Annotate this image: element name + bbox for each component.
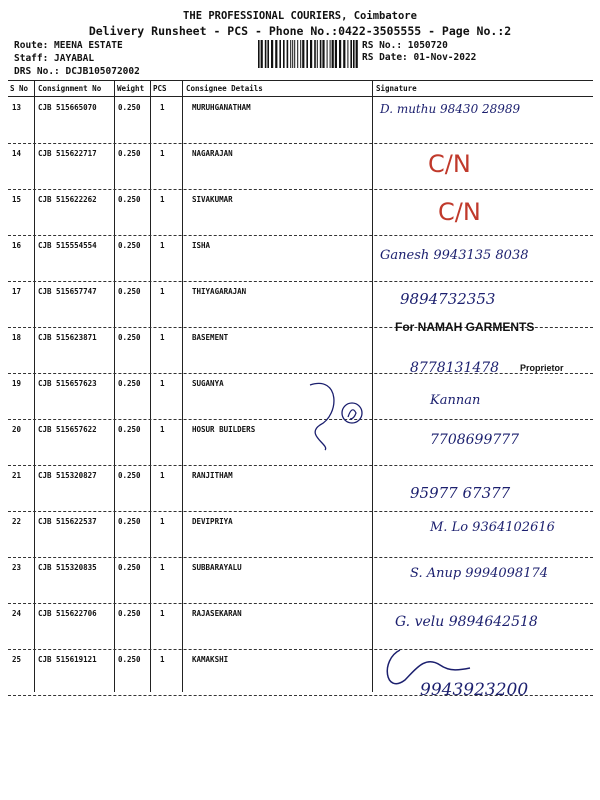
- row-sno: 17: [12, 287, 22, 296]
- table-header-border: [8, 96, 593, 97]
- row-consignee: SIVAKUMAR: [192, 195, 233, 204]
- row-pcs: 1: [160, 425, 165, 434]
- row-divider: [8, 189, 593, 190]
- row-consignment-no: CJB 515320835: [38, 563, 97, 572]
- row-weight: 0.250: [118, 425, 141, 434]
- signature-row-15: C/N: [438, 198, 481, 226]
- row-pcs: 1: [160, 195, 165, 204]
- row-pcs: 1: [160, 471, 165, 480]
- row-weight: 0.250: [118, 241, 141, 250]
- row-sno: 23: [12, 563, 22, 572]
- row-consignee: BASEMENT: [192, 333, 229, 342]
- row-pcs: 1: [160, 241, 165, 250]
- row-sno: 25: [12, 655, 22, 664]
- row-weight: 0.250: [118, 149, 141, 158]
- row-pcs: 1: [160, 517, 165, 526]
- barcode-bar: [283, 40, 285, 68]
- row-sno: 16: [12, 241, 22, 250]
- row-sno: 13: [12, 103, 22, 112]
- row-consignment-no: CJB 515619121: [38, 655, 97, 664]
- column-divider: [34, 80, 35, 692]
- barcode-bar: [335, 40, 337, 68]
- row-consignee: ISHA: [192, 241, 211, 250]
- row-divider: [8, 465, 593, 466]
- drs-number: DRS No.: DCJB105072002: [14, 66, 140, 77]
- row-pcs: 1: [160, 287, 165, 296]
- row-sno: 15: [12, 195, 22, 204]
- barcode-bar: [258, 40, 260, 68]
- row-weight: 0.250: [118, 333, 141, 342]
- column-divider: [182, 80, 183, 692]
- row-consignee: DEVIPRIYA: [192, 517, 233, 526]
- row-consignment-no: CJB 515657747: [38, 287, 97, 296]
- signature-row-22: M. Lo 9364102616: [430, 520, 555, 535]
- signature-row-21: 95977 67377: [410, 484, 511, 502]
- barcode-bar: [302, 40, 304, 68]
- row-weight: 0.250: [118, 609, 141, 618]
- signature-row-20: 7708699777: [430, 432, 520, 448]
- route-label: Route: MEENA ESTATE: [14, 40, 123, 51]
- signature-row-19: Kannan: [430, 393, 481, 408]
- barcode-bar: [320, 40, 322, 68]
- row-consignment-no: CJB 515320827: [38, 471, 97, 480]
- barcode-bar: [332, 40, 334, 68]
- barcode-bar: [292, 40, 293, 68]
- col-header-weight: Weight: [117, 84, 145, 93]
- barcode-bar: [317, 40, 318, 68]
- row-weight: 0.250: [118, 563, 141, 572]
- signature-row-14: C/N: [428, 150, 471, 178]
- row-weight: 0.250: [118, 195, 141, 204]
- row-sno: 19: [12, 379, 22, 388]
- table-top-border: [8, 80, 593, 81]
- row-consignee: RANJITHAM: [192, 471, 233, 480]
- barcode-bar: [310, 40, 312, 68]
- row-pcs: 1: [160, 655, 165, 664]
- barcode-bar: [287, 40, 289, 68]
- barcode-bar: [267, 40, 269, 68]
- barcode-bar: [343, 40, 345, 68]
- barcode-bar: [356, 40, 358, 68]
- signature-row-17: 9894732353: [400, 290, 496, 308]
- col-header-signature: Signature: [376, 84, 417, 93]
- row-consignee: RAJASEKARAN: [192, 609, 242, 618]
- row-consignment-no: CJB 515622262: [38, 195, 97, 204]
- row-weight: 0.250: [118, 103, 141, 112]
- company-stamp: For NAMAH GARMENTS: [395, 320, 535, 334]
- pen-scribble-icon: [300, 375, 380, 455]
- barcode-bar: [300, 40, 301, 68]
- row-pcs: 1: [160, 103, 165, 112]
- column-divider: [150, 80, 151, 692]
- row-pcs: 1: [160, 333, 165, 342]
- row-consignment-no: CJB 515554554: [38, 241, 97, 250]
- row-divider: [8, 511, 593, 512]
- barcode-bar: [322, 40, 324, 68]
- col-header-consignee: Consignee Details: [186, 84, 263, 93]
- signature-scribble-icon: [380, 640, 580, 710]
- col-header-consignment: Consignment No: [38, 84, 102, 93]
- barcode-bar: [339, 40, 341, 68]
- row-weight: 0.250: [118, 379, 141, 388]
- row-divider: [8, 281, 593, 282]
- rs-date: RS Date: 01-Nov-2022: [362, 52, 477, 63]
- row-consignment-no: CJB 515623871: [38, 333, 97, 342]
- barcode-bar: [327, 40, 328, 68]
- document-subtitle: Delivery Runsheet - PCS - Phone No.:0422-3505555 - Page No.:2: [88, 24, 512, 38]
- row-divider: [8, 235, 593, 236]
- barcode-bar: [271, 40, 273, 68]
- row-sno: 24: [12, 609, 22, 618]
- row-consignee: SUBBARAYALU: [192, 563, 242, 572]
- row-sno: 22: [12, 517, 22, 526]
- row-divider: [8, 143, 593, 144]
- row-consignment-no: CJB 515622537: [38, 517, 97, 526]
- signature-row-25: 9943923200: [420, 680, 529, 700]
- row-sno: 18: [12, 333, 22, 342]
- row-weight: 0.250: [118, 517, 141, 526]
- barcode-bar: [275, 40, 277, 68]
- row-consignment-no: CJB 515665070: [38, 103, 97, 112]
- barcode-bar: [279, 40, 281, 68]
- column-divider: [114, 80, 115, 692]
- barcode-bar: [314, 40, 316, 68]
- row-pcs: 1: [160, 563, 165, 572]
- row-weight: 0.250: [118, 287, 141, 296]
- barcode-bar: [290, 40, 291, 68]
- col-header-pcs: PCS: [153, 84, 167, 93]
- row-sno: 20: [12, 425, 22, 434]
- row-consignee: NAGARAJAN: [192, 149, 233, 158]
- signature-row-24: G. velu 9894642518: [395, 614, 538, 630]
- barcode-bar: [347, 40, 348, 68]
- barcode-bar: [297, 40, 298, 68]
- row-sno: 14: [12, 149, 22, 158]
- row-divider: [8, 373, 593, 374]
- barcode-bar: [261, 40, 263, 68]
- document-title: THE PROFESSIONAL COURIERS, Coimbatore: [183, 10, 417, 22]
- row-pcs: 1: [160, 379, 165, 388]
- staff-label: Staff: JAYABAL: [14, 53, 95, 64]
- barcode-icon: [258, 40, 358, 68]
- signature-row-13: D. muthu 98430 28989: [380, 102, 521, 116]
- barcode-bar: [306, 40, 308, 68]
- col-header-sno: S No: [10, 84, 29, 93]
- row-pcs: 1: [160, 609, 165, 618]
- row-divider: [8, 603, 593, 604]
- barcode-bar: [350, 40, 352, 68]
- proprietor-stamp: Proprietor: [520, 363, 564, 373]
- row-consignee: KAMAKSHI: [192, 655, 229, 664]
- row-consignment-no: CJB 515657622: [38, 425, 97, 434]
- row-consignment-no: CJB 515657623: [38, 379, 97, 388]
- barcode-bar: [294, 40, 295, 68]
- row-weight: 0.250: [118, 471, 141, 480]
- row-consignment-no: CJB 515622717: [38, 149, 97, 158]
- signature-row-16: Ganesh 9943135 8038: [380, 248, 529, 263]
- row-divider: [8, 557, 593, 558]
- row-consignee: MURUHGANATHAM: [192, 103, 251, 112]
- row-consignee: THIYAGARAJAN: [192, 287, 247, 296]
- row-consignee: HOSUR BUILDERS: [192, 425, 256, 434]
- row-consignment-no: CJB 515622706: [38, 609, 97, 618]
- signature-row-18: 8778131478: [410, 360, 500, 376]
- signature-row-23: S. Anup 9994098174: [410, 566, 549, 581]
- row-weight: 0.250: [118, 655, 141, 664]
- row-pcs: 1: [160, 149, 165, 158]
- barcode-bar: [353, 40, 355, 68]
- row-sno: 21: [12, 471, 22, 480]
- row-consignee: SUGANYA: [192, 379, 224, 388]
- barcode-bar: [330, 40, 331, 68]
- rs-number: RS No.: 1050720: [362, 40, 448, 51]
- barcode-bar: [265, 40, 267, 68]
